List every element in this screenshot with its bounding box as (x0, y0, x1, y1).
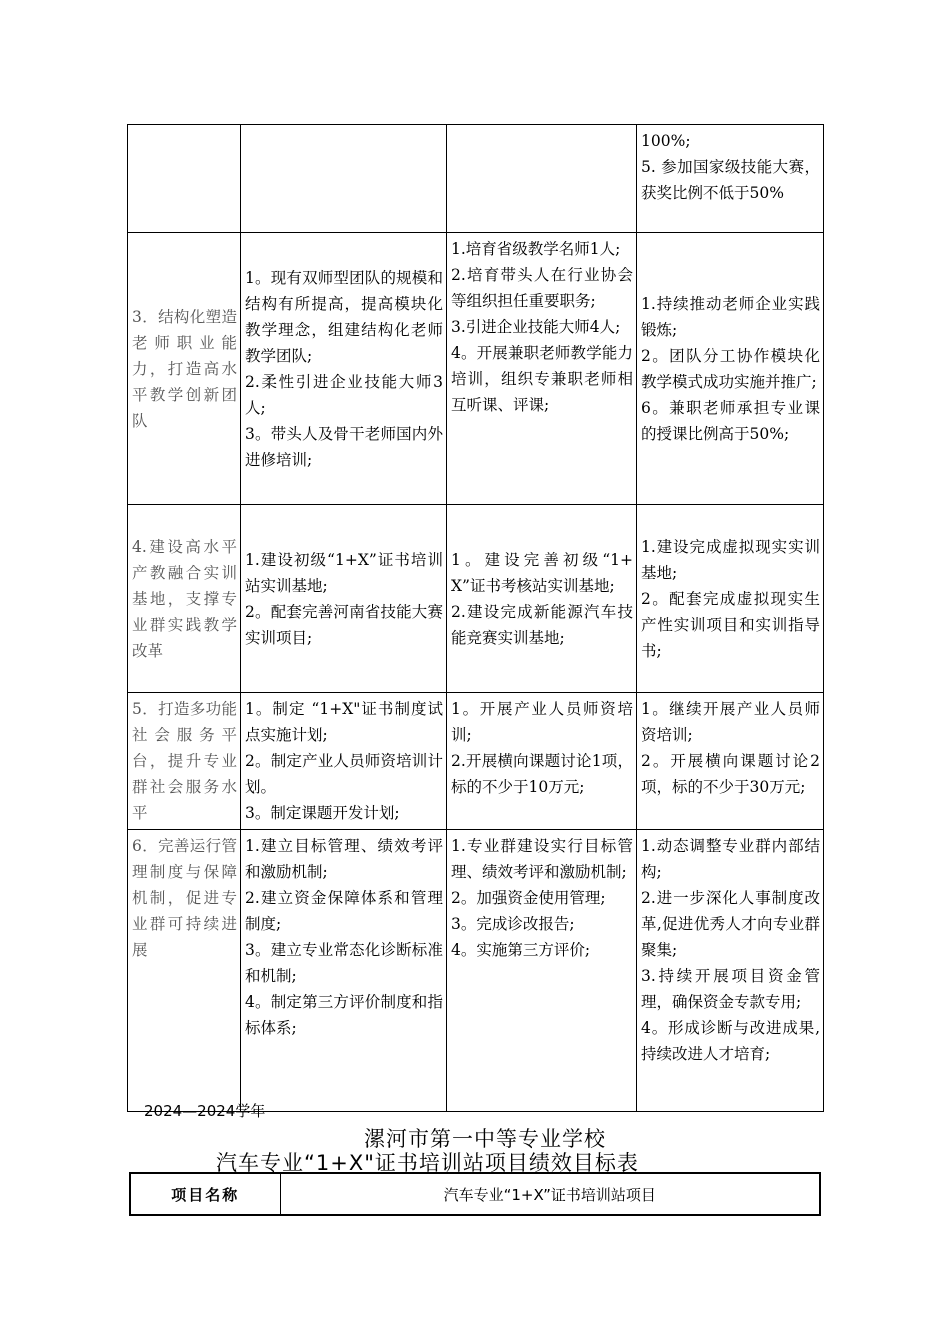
cell-line: 1.建设完成虚拟现实实训基地; (641, 537, 820, 582)
cell-line: 2。加强资金使用管理; (451, 889, 606, 907)
cell-line: 6．完善运行管理制度与保障机制，促进专业群可持续进展 (132, 837, 237, 959)
academic-year: 2024—2024学年 (144, 1102, 266, 1120)
cell-line: 1。开展产业人员师资培训; (451, 700, 633, 744)
task-cell (128, 505, 241, 693)
target-cell (447, 505, 637, 693)
target-cell (637, 505, 824, 693)
cell-line: 2.培育带头人在行业协会等组织担任重要职务; (451, 266, 633, 310)
cell-line: 1.建立目标管理、绩效考评和激励机制; (245, 837, 443, 881)
form-title-suffix: 项目绩效目标表 (484, 1151, 639, 1175)
cell-line: 2。制定产业人员师资培训计划。 (245, 752, 443, 796)
form-title-main: 汽车专业“1+X"证书培训站 (216, 1151, 485, 1175)
cell-line: 5. 参加国家级技能大赛，获奖比例不低于50% (641, 158, 820, 202)
target-cell (241, 233, 447, 505)
cell-line: 2。配套完成虚拟现实生产性实训项目和实训指导书; (641, 589, 820, 660)
cell-line: 2.建立资金保障体系和管理制度; (245, 889, 443, 933)
cell-line: 2.进一步深化人事制度改革,促进优秀人才向专业群聚集; (641, 889, 820, 959)
cell-line: 1.专业群建设实行目标管理、绩效考评和激励机制; (451, 837, 633, 881)
cell-line: 1。建设完善初级“1+X”证书考核站实训基地; (451, 550, 633, 595)
project-name-row (130, 1173, 820, 1215)
project-name-table (129, 1172, 821, 1216)
target-cell (241, 505, 447, 693)
cell-line: 2.开展横向课题讨论1项，标的不少于10万元; (451, 752, 633, 796)
performance-target-table (127, 124, 824, 1112)
cell-line: 4。开展兼职老师教学能力培训，组织专兼职老师相互听课、评课; (451, 344, 633, 414)
table-row (128, 505, 824, 693)
cell-line: 3.引进企业技能大师4人; (451, 318, 621, 336)
cell-line: 1.持续推动老师企业实践锻炼; (641, 294, 820, 339)
cell-line: 2。配套完善河南省技能大赛实训项目; (245, 602, 443, 647)
cell-line: 2。团队分工协作模块化教学模式成功实施并推广; (641, 346, 820, 391)
task-cell (128, 693, 241, 830)
cell-line: 1.建设初级“1+X”证书培训站实训基地; (245, 550, 443, 595)
cell-line: 4。制定第三方评价制度和指标体系; (245, 993, 443, 1037)
cell-line: 3。制定课题开发计划; (245, 804, 400, 822)
school-name: 漯河市第一中等专业学校 (364, 1127, 606, 1151)
cell-line: 3．结构化塑造老师职业能力，打造高水平教学创新团队 (132, 307, 237, 430)
cell-line: 1.动态调整专业群内部结构; (641, 837, 820, 881)
table-body (128, 125, 824, 1112)
table-row (128, 693, 824, 830)
cell-line: 2.柔性引进企业技能大师3人; (245, 372, 443, 417)
cell-line: 3。建立专业常态化诊断标准和机制; (245, 941, 443, 985)
target-cell (447, 693, 637, 830)
cell-line: 100%; (641, 132, 691, 150)
target-cell (637, 233, 824, 505)
cell-line: 3。带头人及骨干老师国内外进修培训; (245, 424, 443, 469)
target-cell (241, 125, 447, 233)
cell-line: 2。开展横向课题讨论2项，标的不少于30万元; (641, 752, 820, 796)
cell-line: 5．打造多功能社会服务平台，提升专业群社会服务水平 (132, 700, 237, 822)
target-cell (241, 693, 447, 830)
target-cell (447, 125, 637, 233)
cell-line: 1.培育省级教学名师1人; (451, 240, 621, 258)
project-name-label: 项目名称 (130, 1173, 280, 1215)
cell-line: 2.建设完成新能源汽车技能竞赛实训基地; (451, 602, 633, 647)
target-cell (637, 693, 824, 830)
target-cell (241, 830, 447, 1112)
table-row (128, 830, 824, 1112)
cell-line: 3.持续开展项目资金管理，确保资金专款专用; (641, 967, 820, 1011)
cell-line: 1。继续开展产业人员师资培训; (641, 700, 820, 744)
table-row (128, 233, 824, 505)
cell-line: 1。现有双师型团队的规模和结构有所提高，提高模块化教学理念，组建结构化老师教学团队; (245, 268, 443, 365)
cell-line: 4。形成诊断与改进成果,持续改进人才培育; (641, 1019, 820, 1063)
cell-line: 6。兼职老师承担专业课的授课比例高于50%; (641, 398, 820, 443)
cell-line: 4.建设高水平产教融合实训基地，支撑专业群实践教学改革 (132, 537, 237, 660)
task-cell (128, 233, 241, 505)
task-cell (128, 830, 241, 1112)
table-row (128, 125, 824, 233)
target-cell (637, 125, 824, 233)
cell-line: 4。实施第三方评价; (451, 941, 591, 959)
cell-line: 1。制定 “1+X"证书制度试点实施计划; (245, 700, 443, 744)
cell-line: 3。完成诊改报告; (451, 915, 575, 933)
target-cell (637, 830, 824, 1112)
target-cell (447, 233, 637, 505)
target-cell (447, 830, 637, 1112)
project-name-value: 汽车专业“1+X”证书培训站项目 (280, 1173, 820, 1215)
task-cell (128, 125, 241, 233)
